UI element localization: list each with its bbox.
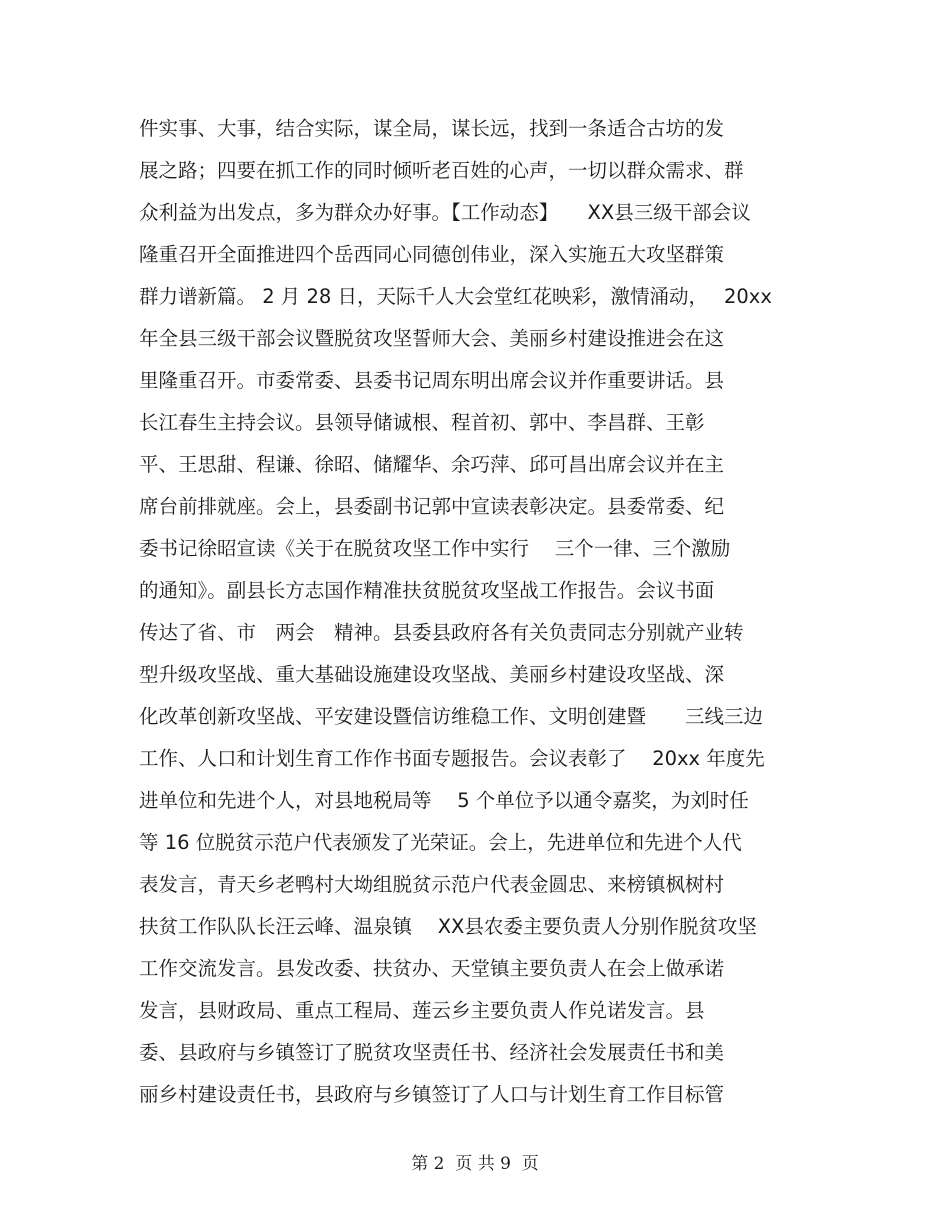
text-line: 群力谱新篇。 2 月 28 日，天际千人大会堂红花映彩，激情涌动， 20xx	[139, 285, 772, 308]
text-line: 年全县三级干部会议暨脱贫攻坚誓师大会、美丽乡村建设推进会在这	[139, 327, 725, 350]
text-line: 席台前排就座。会上，县委副书记郭中宣读表彰决定。县委常委、纪	[139, 495, 725, 518]
text-line: 里隆重召开。市委常委、县委书记周东明出席会议并作重要讲话。县	[139, 369, 725, 392]
text-line: 表发言，青天乡老鸭村大坳组脱贫示范户代表金圆忠、来榜镇枫树村	[139, 873, 725, 896]
page-number-footer: 第 2 页 共 9 页	[411, 1154, 539, 1174]
text-line: 长江春生主持会议。县领导储诚根、程首初、郭中、李昌群、王彰	[139, 411, 705, 434]
text-line: 型升级攻坚战、重大基础设施建设攻坚战、美丽乡村建设攻坚战、深	[139, 663, 725, 686]
text-line: 展之路；四要在抓工作的同时倾听老百姓的心声，一切以群众需求、群	[139, 159, 744, 182]
text-line: 传达了省、市 两会 精神。县委县政府各有关负责同志分别就产业转	[139, 621, 744, 644]
text-line: 隆重召开全面推进四个岳西同心同德创伟业，深入实施五大攻坚群策	[139, 243, 725, 266]
text-line: 平、王思甜、程谦、徐昭、储耀华、余巧萍、邱可昌出席会议并在主	[139, 453, 725, 476]
text-line: 众利益为出发点，多为群众办好事。【工作动态】 XX县三级干部会议	[139, 201, 751, 224]
text-line: 委书记徐昭宣读《关于在脱贫攻坚工作中实行 三个一律、三个激励	[139, 537, 731, 560]
text-line: 扶贫工作队队长汪云峰、温泉镇 XX县农委主要负责人分别作脱贫攻坚	[139, 915, 757, 938]
body-text	[139, 112, 819, 1120]
text-line: 工作、人口和计划生育工作作书面专题报告。会议表彰了 20xx 年度先	[139, 747, 765, 770]
text-line: 发言，县财政局、重点工程局、莲云乡主要负责人作兑诺发言。县	[139, 999, 705, 1022]
text-line: 工作交流发言。县发改委、扶贫办、天堂镇主要负责人在会上做承诺	[139, 957, 725, 980]
text-line: 件实事、大事，结合实际，谋全局，谋长远，找到一条适合古坊的发	[139, 117, 725, 140]
text-line: 委、县政府与乡镇签订了脱贫攻坚责任书、经济社会发展责任书和美	[139, 1041, 725, 1064]
text-line: 丽乡村建设责任书，县政府与乡镇签订了人口与计划生育工作目标管	[139, 1083, 725, 1106]
text-line: 进单位和先进个人，对县地税局等 5 个单位予以通令嘉奖，为刘时任	[139, 789, 749, 812]
text-line: 等 16 位脱贫示范户代表颁发了光荣证。会上，先进单位和先进个人代	[139, 831, 742, 854]
text-line: 的通知》。副县长方志国作精准扶贫脱贫攻坚战工作报告。会议书面	[139, 579, 715, 602]
text-line: 化改革创新攻坚战、平安建设暨信访维稳工作、文明创建暨 三线三边	[139, 705, 764, 728]
